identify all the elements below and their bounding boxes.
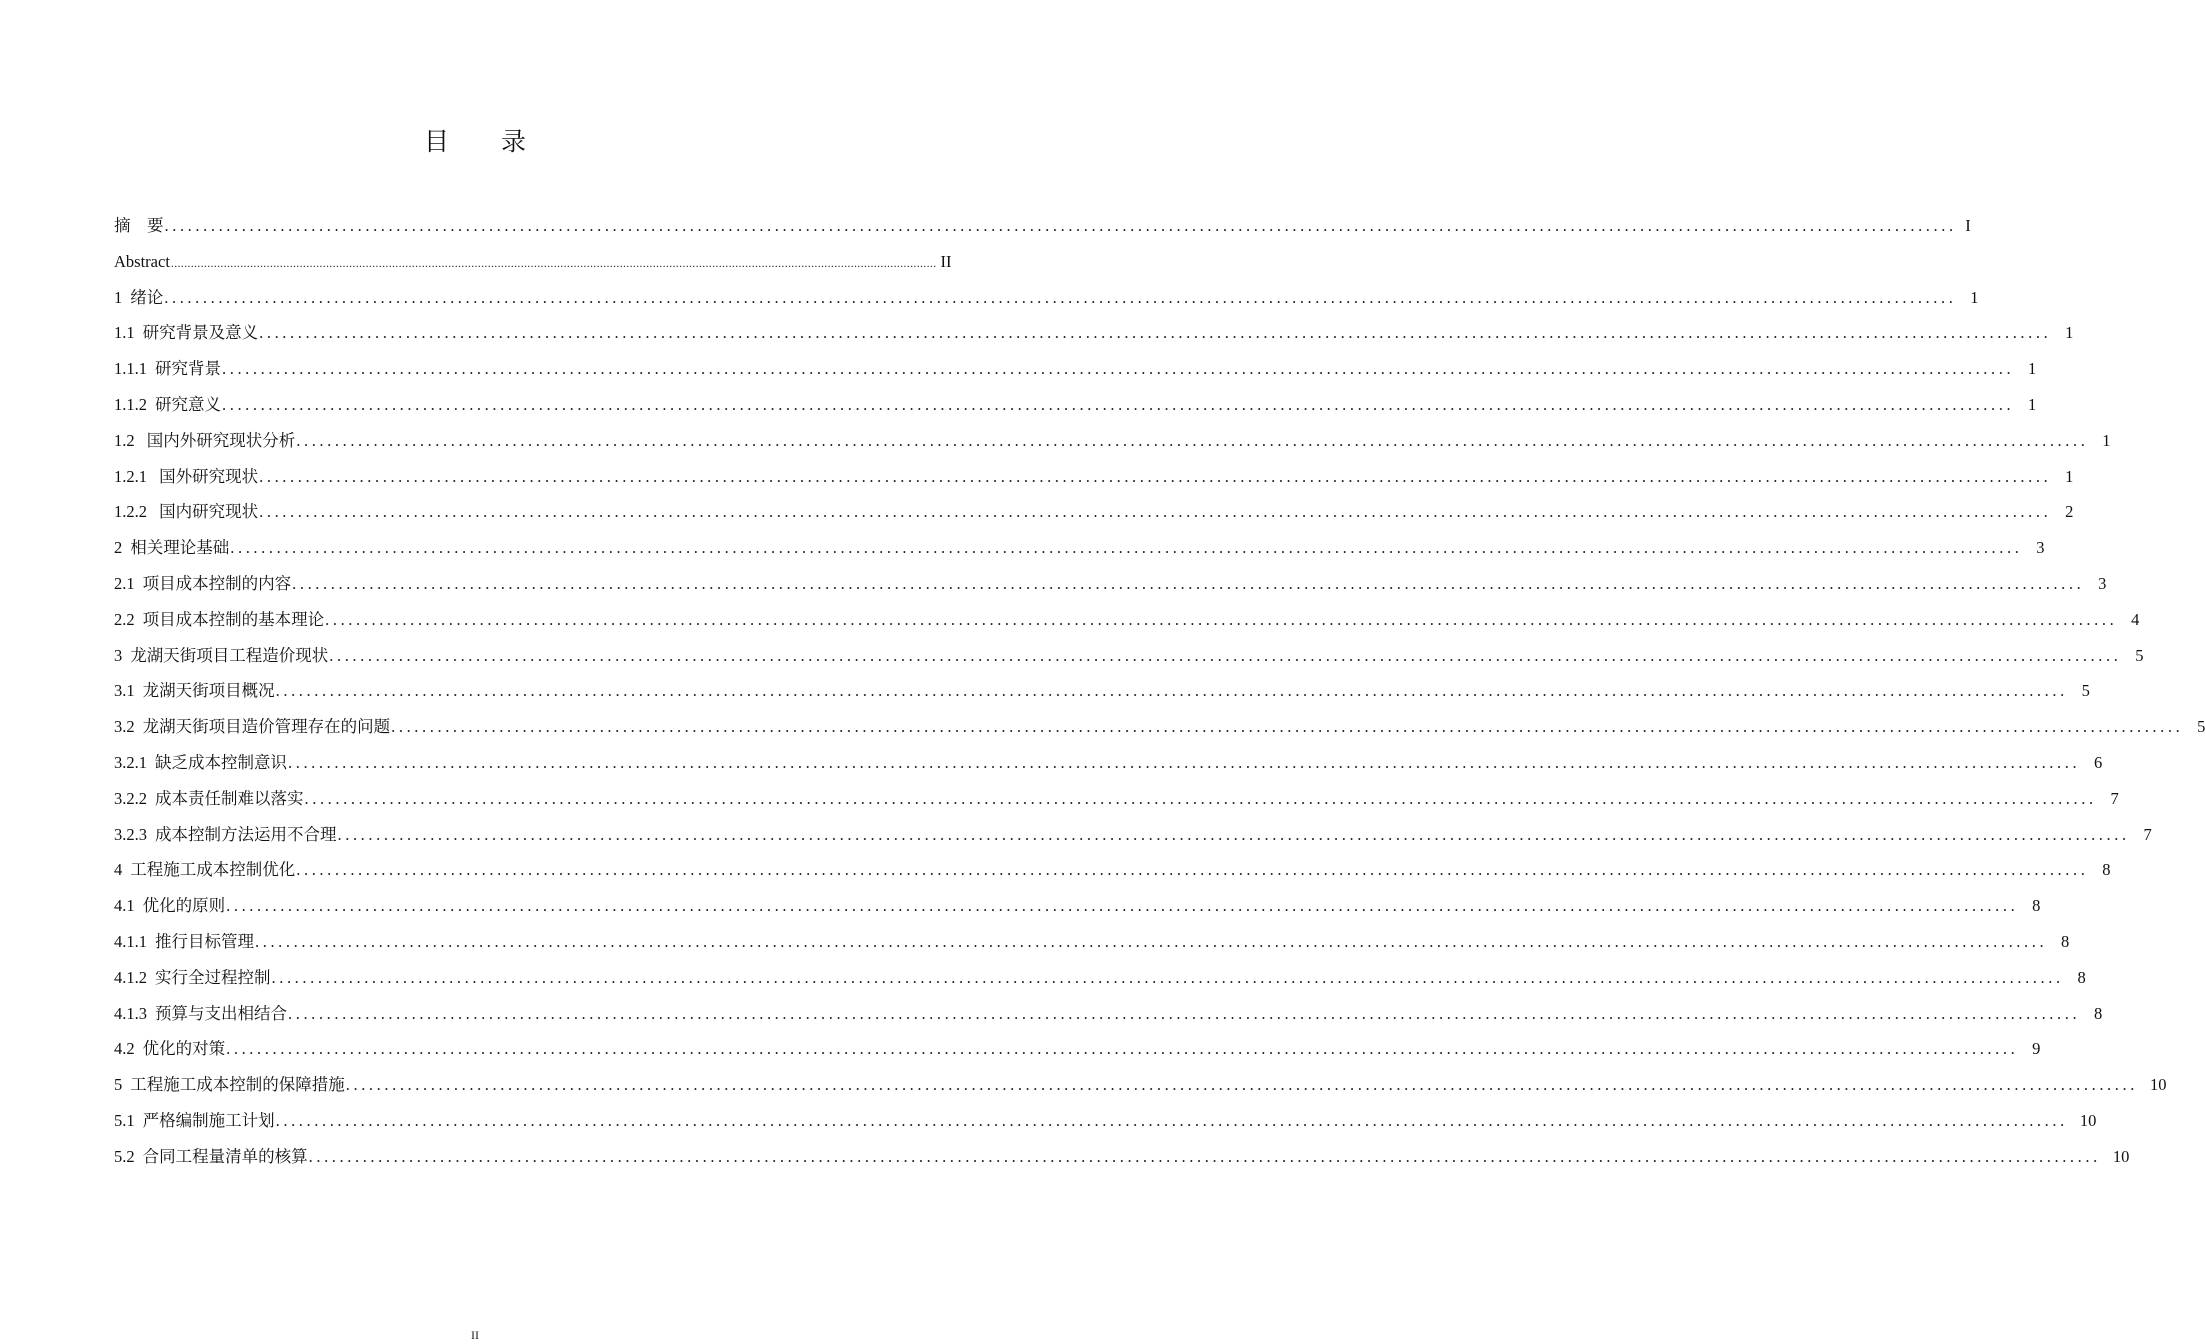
page-title: 目 录 <box>424 127 548 156</box>
dot-leader: ........................................................................................................................................................................................................................................ <box>275 681 2068 701</box>
dot-leader: ........................................................................................................................................................................................................................................ <box>259 502 2052 522</box>
toc-entry-page: 5 <box>2135 645 2144 665</box>
toc-entry-page: 3 <box>2036 538 2045 558</box>
toc-entry-label: 成本责任制难以落实 <box>155 788 304 808</box>
dot-leader: ........................................................................................................................................................................................................................................ <box>391 717 2184 737</box>
toc-entry[interactable] <box>114 960 2086 996</box>
dot-leader: ........................................................................................................................................................................................................................................ <box>222 359 2015 379</box>
toc-entry-label: 推行目标管理 <box>155 931 254 951</box>
toc-entry-label: 合同工程量清单的核算 <box>142 1146 308 1166</box>
toc-entry-label: 摘 要 <box>114 216 164 235</box>
toc-entry-page: 9 <box>2032 1039 2041 1059</box>
toc-entry-number: 3.1 <box>114 681 135 701</box>
toc-entry-page: 1 <box>2065 323 2074 343</box>
toc-entry-label: 龙湖天街项目工程造价现状 <box>130 645 329 665</box>
toc-entry-number: 1.1.1 <box>114 359 147 379</box>
toc-entry-number: 4.1.3 <box>114 1003 147 1023</box>
toc-entry[interactable] <box>114 351 2037 387</box>
toc-entry[interactable] <box>114 852 2111 888</box>
toc-entry[interactable] <box>114 387 2037 423</box>
toc-entry[interactable] <box>114 745 2103 781</box>
toc-entry-label: 优化的对策 <box>142 1039 226 1059</box>
dot-leader: ........................................................................................................................................................................................................................................ <box>288 1003 2081 1023</box>
toc-entry-page: 5 <box>2081 681 2090 701</box>
toc-entry[interactable] <box>114 888 2041 924</box>
toc-entry-label: 项目成本控制的基本理论 <box>142 609 325 629</box>
toc-entry-number: 4.2 <box>114 1039 135 1059</box>
toc-entry-number: 1.1.2 <box>114 394 147 414</box>
dot-leader: ........................................................................................................................................................................................................................................ <box>230 538 2023 558</box>
toc-entry[interactable] <box>114 817 2152 853</box>
toc-entry[interactable] <box>114 781 2119 817</box>
toc-entry[interactable] <box>114 530 2045 566</box>
toc-entry-page: 1 <box>2102 430 2111 450</box>
toc-entry-number: 4 <box>114 860 123 880</box>
toc-entry[interactable] <box>114 315 2074 351</box>
toc-entry-page: 1 <box>2027 394 2037 414</box>
toc-entry-number: 3.2.3 <box>114 824 147 844</box>
dot-leader: ........................................................................................................................................................................................................................................ <box>170 255 937 270</box>
toc-entry[interactable] <box>114 673 2090 709</box>
toc-entry-number: 3.2.2 <box>114 788 147 808</box>
toc-entry-label: 严格编制施工计划 <box>142 1110 275 1130</box>
toc-entry[interactable] <box>114 423 2111 459</box>
toc-entry-page: 7 <box>2110 788 2119 808</box>
toc-entry[interactable] <box>114 1067 2167 1103</box>
toc-entry[interactable] <box>114 602 2140 638</box>
toc-entry-number: 2.1 <box>114 573 135 593</box>
toc-entry-page: I <box>1965 216 1971 235</box>
toc-entry-page: 10 <box>2149 1075 2167 1095</box>
toc-entry-label: 缺乏成本控制意识 <box>155 752 287 772</box>
toc-entry-number: 2 <box>114 538 123 558</box>
toc-entry-page: 2 <box>2065 502 2074 522</box>
page-number: II <box>471 1328 479 1342</box>
dot-leader: ........................................................................................................................................................................................................................................ <box>226 896 2019 916</box>
dot-leader: ........................................................................................................................................................................................................................................ <box>164 216 1957 235</box>
toc-entry-label: 龙湖天街项目概况 <box>142 681 275 701</box>
dot-leader: ........................................................................................................................................................................................................................................ <box>222 394 2015 414</box>
toc-entry[interactable] <box>114 494 2074 530</box>
toc-entry-label: Abstract <box>114 251 170 271</box>
toc-entry-page: 8 <box>2077 967 2086 987</box>
toc-entry-label: 项目成本控制的内容 <box>142 573 292 593</box>
toc-entry-number: 1.1 <box>114 323 135 343</box>
toc-entry[interactable] <box>114 924 2070 960</box>
toc-entry-number: 5.1 <box>114 1110 135 1130</box>
toc-entry-page: 4 <box>2131 609 2140 629</box>
toc-entry-label: 研究意义 <box>155 394 221 414</box>
toc-entry-number: 4.1.1 <box>114 931 147 951</box>
toc-entry-page: 5 <box>2197 717 2205 737</box>
toc-entry-label: 成本控制方法运用不合理 <box>155 824 337 844</box>
toc-entry[interactable] <box>114 1103 2097 1139</box>
table-of-contents <box>114 208 2205 1175</box>
dot-leader: ........................................................................................................................................................................................................................................ <box>255 931 2048 951</box>
toc-entry-label: 研究背景 <box>155 359 221 379</box>
toc-entry-page: 1 <box>2065 466 2074 486</box>
toc-entry-number: 1.2.2 <box>114 502 147 522</box>
toc-entry[interactable] <box>114 280 1979 316</box>
dot-leader: ........................................................................................................................................................................................................................................ <box>296 860 2089 880</box>
toc-entry[interactable] <box>114 459 2074 495</box>
toc-entry-page: II <box>940 251 952 271</box>
toc-entry-label: 国外研究现状 <box>155 466 259 486</box>
toc-entry[interactable] <box>114 244 952 280</box>
toc-entry-page: 8 <box>2093 1003 2103 1023</box>
toc-entry-label: 研究背景及意义 <box>142 323 259 343</box>
toc-entry[interactable] <box>114 1031 2041 1067</box>
dot-leader: ........................................................................................................................................................................................................................................ <box>259 323 2052 343</box>
dot-leader: ........................................................................................................................................................................................................................................ <box>337 824 2130 844</box>
toc-entry-page: 8 <box>2102 860 2111 880</box>
toc-entry-number: 1 <box>114 287 123 307</box>
toc-entry-number: 1.2.1 <box>114 466 147 486</box>
toc-entry[interactable] <box>114 709 2205 745</box>
toc-entry-page: 10 <box>2079 1110 2097 1130</box>
dot-leader: ........................................................................................................................................................................................................................................ <box>325 609 2118 629</box>
dot-leader: ........................................................................................................................................................................................................................................ <box>271 967 2064 987</box>
dot-leader: ........................................................................................................................................................................................................................................ <box>304 788 2097 808</box>
toc-entry[interactable] <box>114 566 2107 602</box>
toc-entry-number: 3 <box>114 645 123 665</box>
toc-entry[interactable] <box>114 1139 2130 1175</box>
toc-entry-page: 10 <box>2112 1146 2130 1166</box>
toc-entry-page: 3 <box>2098 573 2107 593</box>
toc-entry-label: 国内外研究现状分析 <box>142 430 296 450</box>
toc-entry-label: 工程施工成本控制的保障措施 <box>130 1075 345 1095</box>
dot-leader: ........................................................................................................................................................................................................................................ <box>345 1075 2138 1095</box>
toc-entry-label: 优化的原则 <box>142 896 226 916</box>
toc-entry-page: 6 <box>2093 752 2103 772</box>
dot-leader: ........................................................................................................................................................................................................................................ <box>308 1146 2101 1166</box>
toc-entry-label: 绪论 <box>130 287 164 307</box>
toc-entry-page: 1 <box>1970 287 1979 307</box>
toc-entry-page: 8 <box>2060 931 2070 951</box>
toc-entry-number: 3.2 <box>114 717 135 737</box>
toc-entry[interactable] <box>114 638 2144 674</box>
toc-entry-label: 实行全过程控制 <box>155 967 271 987</box>
dot-leader: ........................................................................................................................................................................................................................................ <box>226 1039 2019 1059</box>
dot-leader: ........................................................................................................................................................................................................................................ <box>329 645 2122 665</box>
dot-leader: ........................................................................................................................................................................................................................................ <box>164 287 1957 307</box>
toc-entry-page: 7 <box>2143 824 2152 844</box>
dot-leader: ........................................................................................................................................................................................................................................ <box>275 1110 2068 1130</box>
toc-entry-number: 1.2 <box>114 430 135 450</box>
dot-leader: ........................................................................................................................................................................................................................................ <box>296 430 2089 450</box>
toc-entry-page: 1 <box>2027 359 2037 379</box>
toc-entry[interactable] <box>114 996 2103 1032</box>
toc-entry-label: 国内研究现状 <box>155 502 259 522</box>
toc-entry-label: 相关理论基础 <box>130 538 230 558</box>
toc-entry-number: 2.2 <box>114 609 135 629</box>
toc-entry-label: 工程施工成本控制优化 <box>130 860 296 880</box>
toc-entry-number: 3.2.1 <box>114 752 147 772</box>
toc-entry-number: 4.1 <box>114 896 135 916</box>
toc-entry-number: 4.1.2 <box>114 967 147 987</box>
toc-entry[interactable] <box>114 208 1971 244</box>
dot-leader: ........................................................................................................................................................................................................................................ <box>292 573 2085 593</box>
toc-entry-number: 5 <box>114 1075 123 1095</box>
toc-entry-label: 预算与支出相结合 <box>155 1003 287 1023</box>
dot-leader: ........................................................................................................................................................................................................................................ <box>259 466 2052 486</box>
toc-entry-page: 8 <box>2032 896 2041 916</box>
toc-entry-number: 5.2 <box>114 1146 135 1166</box>
dot-leader: ........................................................................................................................................................................................................................................ <box>288 752 2081 772</box>
toc-entry-label: 龙湖天街项目造价管理存在的问题 <box>142 717 391 737</box>
